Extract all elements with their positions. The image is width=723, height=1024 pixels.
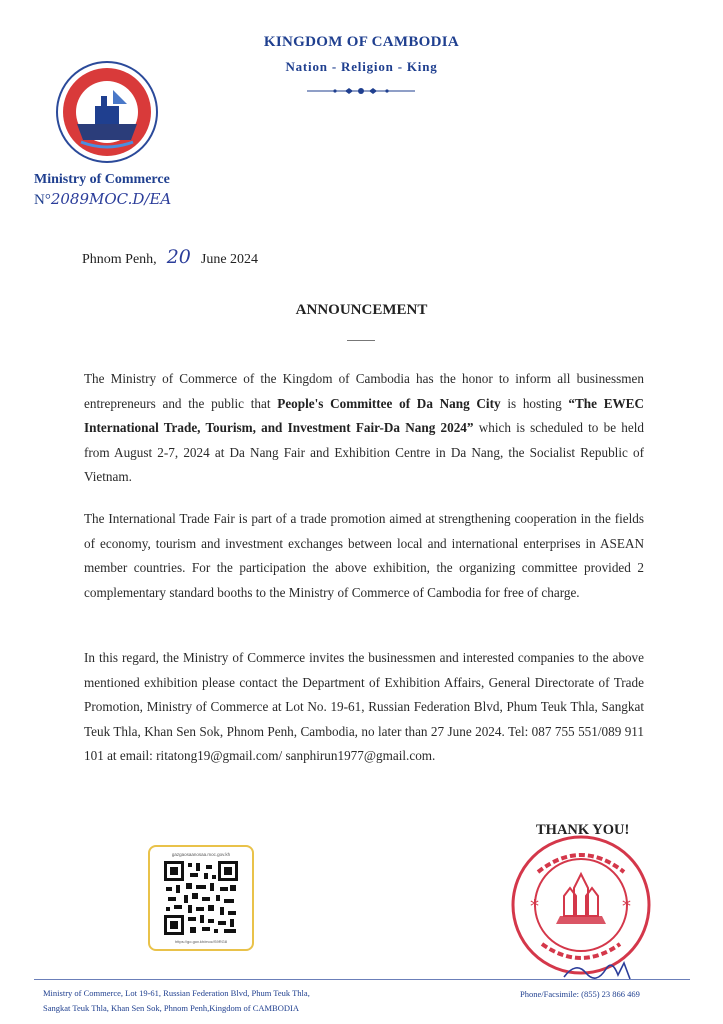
closing-thank-you: THANK YOU!	[536, 822, 630, 838]
ornament-divider	[305, 84, 417, 98]
qr-top-text: gazgaosaanosaa.moc.gov.kh	[171, 852, 231, 857]
p1-text-e: which is scheduled to be held from August 2-7, 2024 at Da Nang Fair and Exhibition Centre in Da Nang, the Socialist Republic of Vietnam.	[84, 420, 644, 484]
paragraph-3: In this regard, the Ministry of Commerce invites the businessmen and interested companies to the above mentioned exhibition please contact the Department of Exhibition Affairs, General Directorate of Trade Promotion, Ministry of Commerce at Lot No. 19-61, Russian Federation Blvd, Phum Teuk Thla, Sangkat Teuk Thla, Khan Sen Sok, Phnom Penh, Cambodia, no later than 27 June 2024. Tel: 087 755 551/089 911 101 at email: ritatong19@gmail.com/ sanphirun1977@gmail.com.	[84, 650, 644, 763]
date-month-year: June 2024	[200, 252, 259, 267]
date-city: Phnom Penh,	[82, 252, 157, 267]
paragraph-2: The International Trade Fair is part of a trade promotion aimed at strengthening cooperation in the fields of economy, tourism and investment exchanges between local and international enterprises in ASEAN member countries. For the participation the above exhibition, the organizing committee provided 2 complementary standard booths to the Ministry of Commerce of Cambodia for free of charge.	[84, 511, 644, 600]
qr-bottom-text: https://go.gov.kh/moc/S9RG8	[175, 939, 227, 944]
kingdom-heading: KINGDOM OF CAMBODIA	[263, 34, 460, 50]
paragraph-1	[84, 367, 644, 490]
announcement-title: ANNOUNCEMENT	[295, 302, 428, 318]
footer-address-line-2: Sangkat Teuk Thla, Khan Sen Sok, Phnom Penh,Kingdom of CAMBODIA	[43, 1003, 299, 1013]
date-day: 20	[166, 246, 191, 268]
reference-prefix: N°	[34, 192, 51, 208]
svg-text:*: *	[530, 896, 539, 917]
p1-text-c: is hosting	[500, 395, 569, 411]
national-motto: Nation - Religion - King	[285, 59, 438, 74]
title-underline	[347, 340, 375, 341]
ministry-logo-icon	[55, 60, 159, 164]
svg-text:*: *	[622, 896, 631, 917]
footer-divider	[34, 979, 690, 980]
footer-address-line-1: Ministry of Commerce, Lot 19-61, Russian Federation Blvd, Phum Teuk Thla,	[43, 988, 310, 998]
signature-icon	[560, 955, 640, 985]
p1-host: People's Committee of Da Nang City	[277, 395, 501, 411]
reference-handwritten: 2089MOC.D/EA	[50, 190, 172, 208]
reference-number	[34, 190, 171, 209]
p1-text-a: The Ministry of Commerce of the Kingdom of Cambodia has the honor to inform all businessmen entrepreneurs and the public that	[84, 371, 644, 411]
p1-event-name: “The EWEC International Trade, Tourism, and Investment Fair-Da Nang 2024”	[84, 395, 644, 435]
qr-code-card[interactable]	[148, 845, 254, 951]
footer-phone: Phone/Facsimile: (855) 23 866 469	[520, 989, 640, 999]
date-line	[82, 246, 258, 268]
footer-address	[43, 986, 310, 1016]
ministry-name: Ministry of Commerce	[34, 172, 170, 187]
qr-code-icon[interactable]	[164, 861, 238, 935]
